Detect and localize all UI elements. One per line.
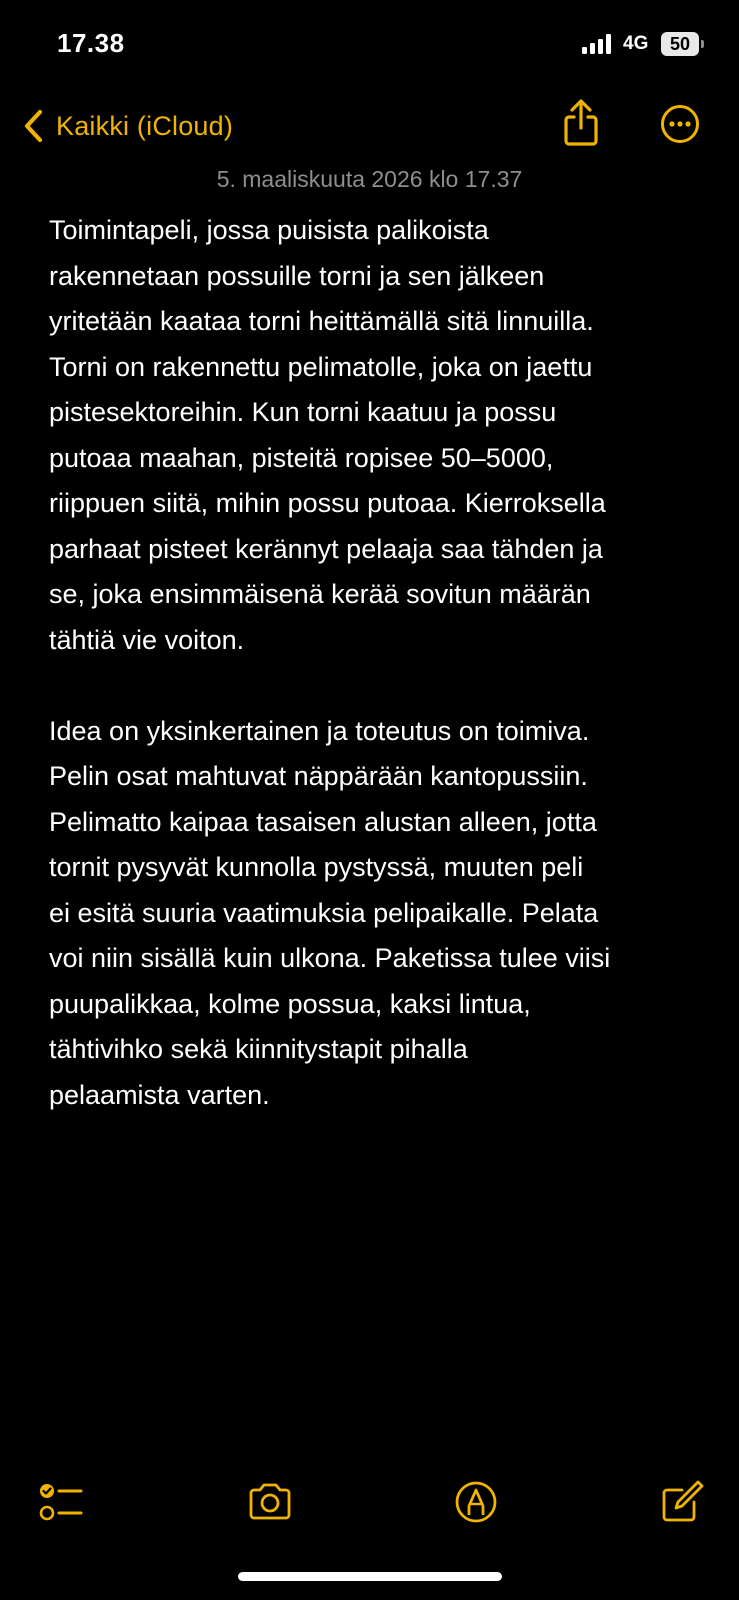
home-indicator[interactable] <box>238 1572 502 1581</box>
status-bar <box>0 0 739 90</box>
battery-icon <box>661 32 705 56</box>
chevron-left-icon <box>20 106 46 146</box>
battery-cap <box>701 40 704 48</box>
note-paragraph[interactable]: Idea on yksinkertainen ja toteutus on toimiva. Pelin osat mahtuvat näppärään kantopussiin. Pelimatto kaipaa tasaisen alustan alleen, jotta tornit pysyvät kunnolla pystyssä, muuten peli ei esitä suuria vaatimuksia pelipaikalle. Pelata voi niin sisällä kuin ulkona. Paketissa tulee viisi puupalikkaa, kolme possua, kaksi lintua, tähtivihko sekä kiinnitystapit pihalla pelaamista varten. <box>49 715 611 1110</box>
compose-icon[interactable] <box>658 1478 706 1526</box>
back-button[interactable] <box>20 104 233 148</box>
note-body[interactable] <box>49 208 709 1118</box>
ellipsis-circle-icon[interactable] <box>660 104 700 144</box>
note-date: 5. maaliskuuta 2026 klo 17.37 <box>216 166 523 192</box>
note-paragraph[interactable]: Toimintapeli, jossa puisista palikoista rakennetaan possuille torni ja sen jälkeen yritetään kaataa torni heittämällä sitä linnuilla. Torni on rakennettu pelimatolle, joka on jaettu pistesektoreihin. Kun torni kaatuu ja possu putoaa maahan, pisteitä ropisee 50–5000, riippuen siitä, mihin possu putoaa. Kierroksella parhaat pisteet kerännyt pelaaja saa tähden ja se, joka ensimmäisenä kerää sovitun määrän tähtiä vie voiton. <box>49 215 606 655</box>
network-type: 4G <box>623 33 649 54</box>
back-label: Kaikki (iCloud) <box>56 110 234 141</box>
battery-level: 50 <box>661 32 699 56</box>
markup-pen-icon[interactable] <box>452 1478 500 1526</box>
camera-icon[interactable] <box>246 1478 294 1526</box>
checklist-icon[interactable] <box>37 1478 85 1526</box>
status-time: 17.38 <box>57 28 125 58</box>
signal-strength-icon <box>582 34 614 54</box>
share-icon[interactable] <box>561 98 601 148</box>
